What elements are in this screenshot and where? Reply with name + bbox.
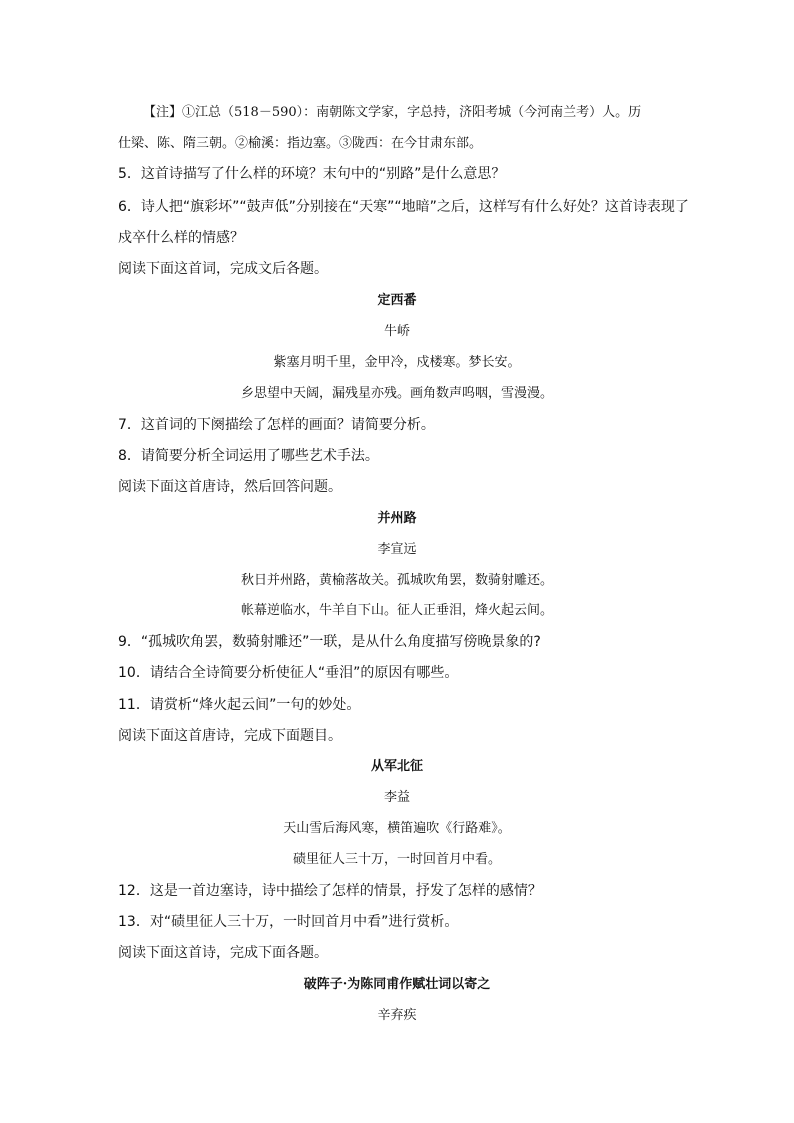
poem-4-author: 辛弃疾 xyxy=(377,1008,417,1023)
question-8: 8．请简要分析全词运用了哪些艺术手法。 xyxy=(118,448,379,464)
question-10: 10．请结合全诗简要分析使征人“垂泪”的原因有哪些。 xyxy=(118,665,459,681)
poem-2-title: 并州路 xyxy=(377,511,417,526)
poem-2-author: 李宣远 xyxy=(377,542,417,557)
reading-instruction-2: 阅读下面这首唐诗，然后回答问题。 xyxy=(118,479,342,495)
poem-1-title: 定西番 xyxy=(377,293,417,308)
question-7: 7．这首词的下阕描绘了怎样的画面？请简要分析。 xyxy=(118,417,435,433)
poem-1-author: 牛峤 xyxy=(383,324,410,339)
question-5: 5．这首诗描写了什么样的环境？末句中的“别路”是什么意思？ xyxy=(118,166,506,182)
reading-instruction-3: 阅读下面这首唐诗，完成下面题目。 xyxy=(118,728,342,744)
poem-3-verse-1: 天山雪后海风寒，横笛遍吹《行路难》。 xyxy=(283,821,511,836)
reading-instruction-4: 阅读下面这首诗，完成下面各题。 xyxy=(118,945,328,961)
question-12: 12．这是一首边塞诗，诗中描绘了怎样的情景，抒发了怎样的感情？ xyxy=(118,883,542,899)
poem-4-title: 破阵子·为陈同甫作赋壮词以寄之 xyxy=(303,977,491,992)
poem-1-verse-1: 紫塞月明千里，金甲冷，戍楼寒。梦长安。 xyxy=(273,355,521,370)
question-6-line-1: 6．诗人把“旗彩坏”“鼓声低”分别接在“天寒”“地暗”之后，这样写有什么好处？这首诗表现了 xyxy=(118,199,689,215)
question-13: 13．对“碛里征人三十万，一时回首月中看”进行赏析。 xyxy=(118,914,459,930)
question-11: 11．请赏析“烽火起云间”一句的妙处。 xyxy=(118,697,361,713)
question-9: 9．“孤城吹角罢，数骑射雕还”一联，是从什么角度描写傍晚景象的? xyxy=(118,634,541,650)
poem-3-title: 从军北征 xyxy=(370,759,423,774)
poem-2-verse-2: 帐幕逆临水，牛羊自下山。征人正垂泪，烽火起云间。 xyxy=(240,603,553,618)
poem-3-verse-2: 碛里征人三十万，一时回首月中看。 xyxy=(292,852,501,867)
poem-1-verse-2: 乡思望中天阔，漏残星亦残。画角数声呜咽，雪漫漫。 xyxy=(240,386,553,401)
question-6-line-2: 戍卒什么样的情感？ xyxy=(118,230,244,246)
poem-3-author: 李益 xyxy=(383,790,410,805)
note-line-1: 【注】①江总（518－590）：南朝陈文学家，字总持，济阳考城（今河南兰考）人。历 xyxy=(143,105,642,120)
poem-2-verse-1: 秋日并州路，黄榆落故关。孤城吹角罢，数骑射雕还。 xyxy=(240,573,553,588)
reading-instruction-1: 阅读下面这首词，完成文后各题。 xyxy=(118,261,328,277)
note-line-2: 仕梁、陈、隋三朝。②榆溪：指边塞。③陇西：在今甘肃东部。 xyxy=(118,136,483,151)
